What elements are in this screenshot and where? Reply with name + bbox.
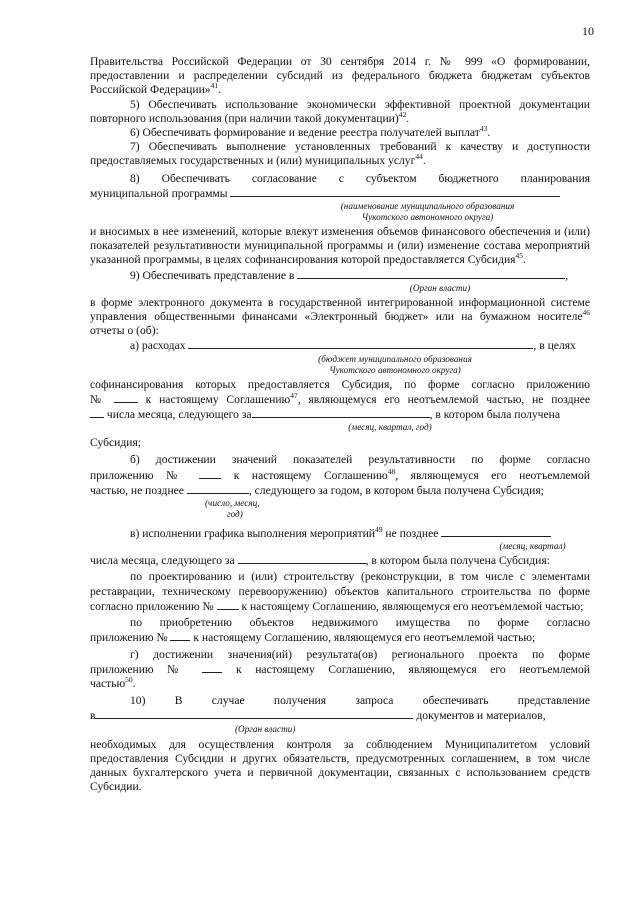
paragraph-10-line2: в документов и материалов,: [90, 709, 546, 723]
item-c-design: по проектированию и (или) строительству (реконструкции, в том числе с элементами реставрации, техническому перевооружению) объектов капитального строительства по форме согласно приложению № к настоящему Соглашению, являющемуся его неотъемлемой частью;: [90, 570, 590, 613]
footnote-ref: 45: [515, 251, 524, 261]
paragraph-federal-reference: Правительства Российской Федерации от 30 сентября 2014 г. № 999 «О формировании, предоставлении и распределении субсидий из федерального бюджета бюджетам субъектов Российской Федерации»$^{41}$.: [90, 55, 590, 97]
blank-field: [202, 662, 222, 673]
blank-field: [114, 392, 138, 403]
document-page: [90, 0, 594, 905]
item-d-line3: частью$^{50}$.: [90, 674, 136, 690]
blank-field: [238, 553, 366, 564]
paragraph-7: 7) Обеспечивать выполнение установленных требований к качеству и доступности предоставляемых государственных и (или) муниципальных услуг$^{44}$.: [90, 140, 590, 168]
footnote-ref: 42: [398, 109, 407, 119]
footnote-ref: 43: [479, 124, 488, 134]
footnote-ref: 46: [582, 308, 590, 318]
page-number: 10: [582, 24, 594, 38]
blank-field: [187, 483, 249, 494]
caption-period: (месяц, квартал, год): [348, 422, 432, 433]
item-a-line3: № к настоящему Соглашению$^{47}$, являющемуся его неотъемлемой частью, не позднее: [90, 390, 591, 406]
caption-budget: (бюджет муниципального образования Чукотского автономного округа): [318, 353, 472, 375]
paragraph-10-body: необходимых для осуществления контроля за соблюдением Муниципалитетом условий предоставления Субсидии и других обязательств, предусмотренных соглашением, в том числе данных бухгалтерского учета и первичной документации, связанных с использованием средств Субсидии.: [90, 737, 590, 794]
item-a-line2: софинансирования которых предоставляется Субсидия, по форме согласно приложению: [90, 377, 590, 391]
item-a-line5: Субсидия;: [90, 436, 141, 450]
blank-field: [199, 468, 221, 479]
paragraph-9-line1: 9) Обеспечивать представление в ,: [130, 268, 569, 282]
paragraph-10-line1: 10) В случае получения запроса обеспечивать представление: [130, 694, 590, 708]
paragraph-5: 5) Обеспечивать использование экономически эффективной проектной документации повторного использования (при наличии такой документации)$^{42}$.: [90, 97, 590, 125]
paragraph-6: 6) Обеспечивать формирование и ведение реестра получателей выплат$^{43}$.: [130, 124, 491, 140]
footnote-ref: 48: [387, 466, 396, 476]
paragraph-8-body: и вносимых в нее изменений, которые влекут изменения объемов финансового обеспечения и (или) показателей результативности муниципальной программы и (или) изменение состава мероприятий указанной программы, в целях софинансирования которой предоставляется Субсидия$^{45}$.: [90, 225, 590, 267]
caption-municipality: (наименование муниципального образования Чукотского автономного округа): [340, 201, 515, 223]
caption-month-quarter: (месяц, квартал): [499, 541, 566, 552]
blank-field: [170, 630, 190, 641]
blank-field: [252, 407, 430, 418]
document-body: [90, 55, 590, 794]
item-d-line2: приложению № к настоящему Соглашению, являющемуся его неотъемлемой: [90, 662, 591, 676]
footnote-ref: 41: [210, 81, 219, 91]
item-c-property-line2: приложению № к настоящему Соглашению, являющемуся его неотъемлемой частью;: [90, 631, 536, 645]
paragraph-8-line2: муниципальной программы: [90, 186, 590, 201]
blank-field: [95, 708, 413, 719]
item-b-line2: приложению № к настоящему Соглашению$^{48}$, являющемуся его неотъемлемой: [90, 466, 590, 482]
caption-authority: (Орган власти): [409, 282, 471, 293]
item-c-property-line1: по приобретению объектов недвижимого имущества по форме согласно: [130, 616, 590, 630]
blank-field: [217, 599, 239, 610]
caption-date: (число, месяц, год): [205, 498, 260, 520]
caption-authority-2: (Орган власти): [235, 723, 296, 734]
item-b-line3: частью, не позднее , следующего за годом, в котором была получена Субсидия;: [90, 483, 544, 497]
blank-field: [188, 338, 533, 349]
footnote-ref: 47: [290, 390, 298, 400]
footnote-ref: 44: [415, 152, 423, 162]
footnote-ref: 50: [125, 674, 133, 684]
item-a-line1: а) расходах , в целях: [130, 339, 576, 353]
blank-field: [441, 526, 551, 537]
item-c-line1: в) исполнении графика выполнения мероприятий$^{49}$ не позднее: [90, 526, 590, 541]
item-c-line2: числа месяца, следующего за , в котором была получена Субсидия:: [90, 554, 550, 568]
item-d-line1: г) достижении значения(ий) результата(ов) регионального проекта по форме: [130, 647, 590, 661]
paragraph-8-line1: 8) Обеспечивать согласование с субъектом бюджетного планирования: [130, 171, 590, 185]
blank-field: [297, 268, 565, 279]
blank-field: [90, 407, 104, 418]
item-b-line1: б) достижении значений показателей результативности по форме согласно: [130, 453, 590, 467]
item-a-line4: числа месяца, следующего за , в котором была получена: [90, 407, 590, 422]
blank-field: [230, 186, 560, 197]
paragraph-9-body: в форме электронного документа в государственной интегрированной информационной системе управления общественными финансами «Электронный бюджет» или на бумажном носителе$^{46}$ отчеты о (об):: [90, 295, 590, 338]
footnote-ref: 49: [374, 525, 383, 535]
